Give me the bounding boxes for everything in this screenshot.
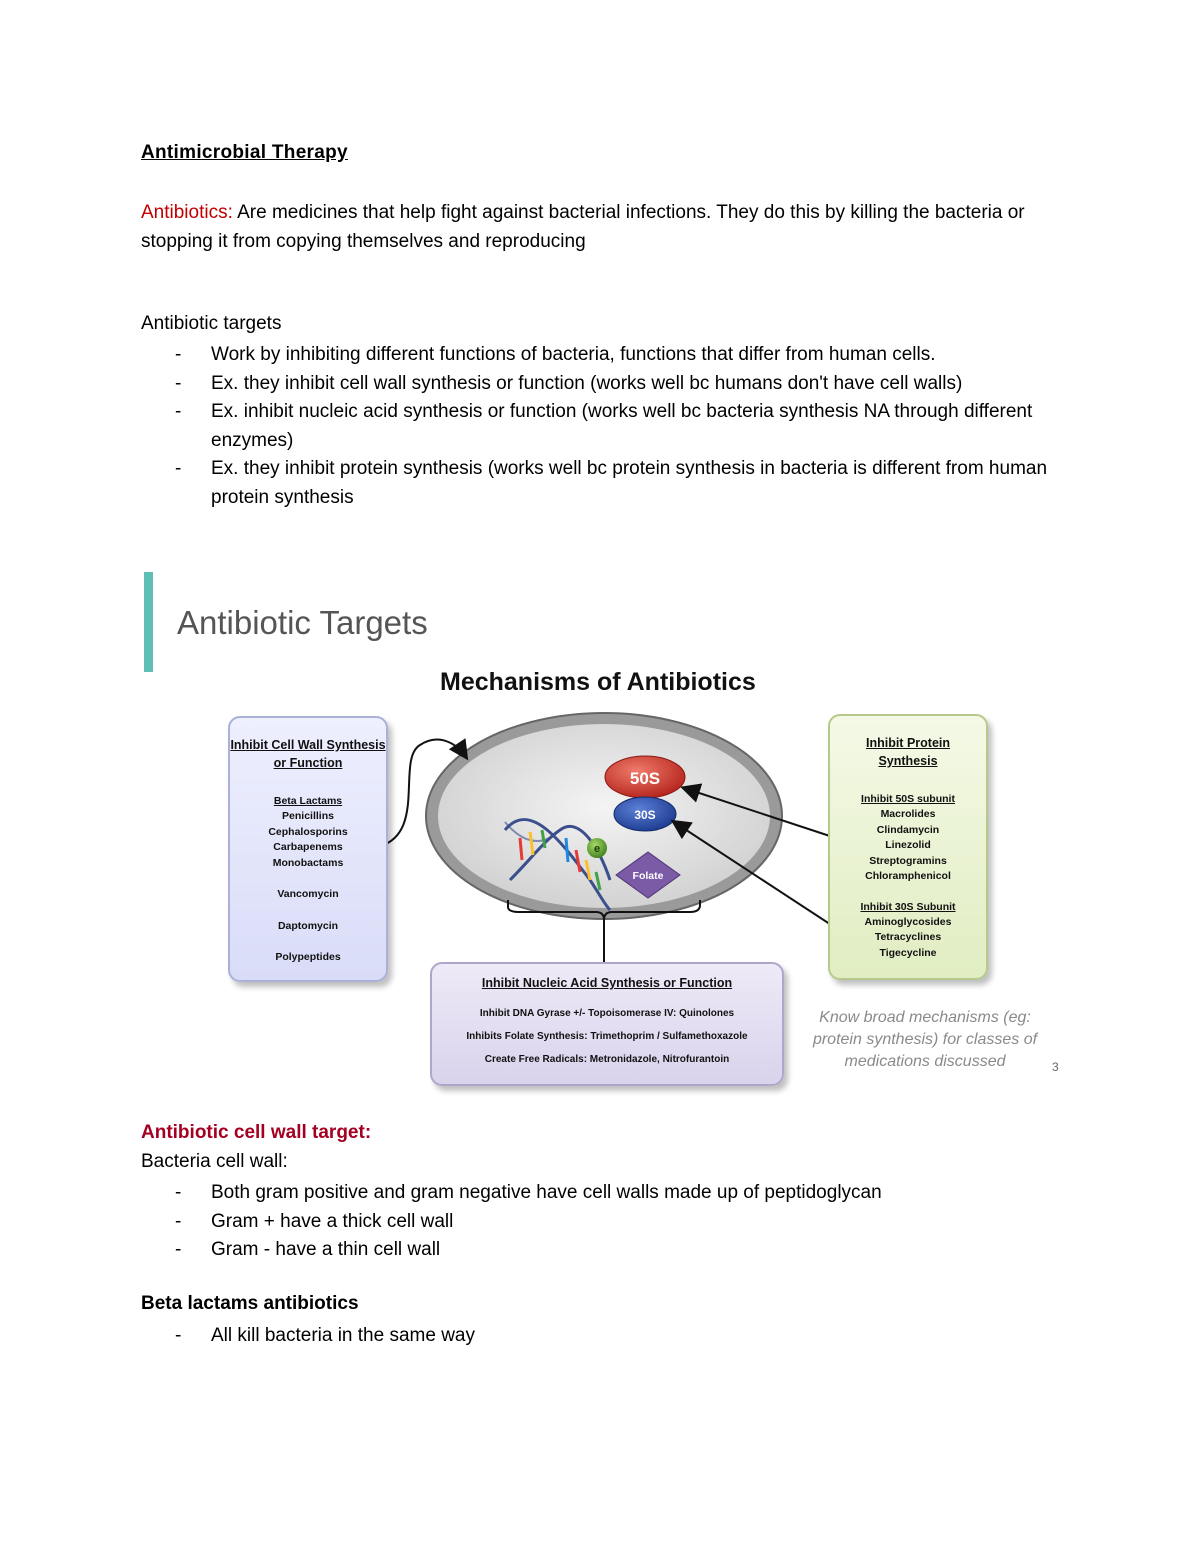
ribosome-30s-label: 30S: [634, 808, 656, 822]
electron-label: e: [593, 843, 601, 855]
list-item: - Gram - have a thin cell wall: [141, 1236, 1051, 1265]
inhibit-30s-label: Inhibit 30S Subunit: [860, 900, 956, 913]
drug-item: Chloramphenicol: [865, 870, 951, 882]
cell-wall-section-heading: Antibiotic cell wall target:: [141, 1122, 372, 1143]
list-item: - Work by inhibiting different functions of bacteria, functions that differ from human cells.: [141, 341, 1051, 370]
slide-page-number: 3: [1052, 1060, 1059, 1074]
drug-item: Streptogramins: [869, 854, 947, 867]
nucleic-box-heading: Inhibit Nucleic Acid Synthesis or Function: [481, 976, 733, 990]
drug-item: Vancomycin: [277, 888, 339, 900]
drug-item: Polypeptides: [275, 951, 341, 963]
drug-item: Tigecycline: [879, 946, 937, 959]
drug-item: Tetracyclines: [874, 931, 942, 943]
cell-wall-box: [228, 716, 388, 982]
targets-heading: Antibiotic targets: [141, 313, 282, 334]
folate-label: Folate: [632, 870, 664, 882]
beta-lactams-list: [141, 1322, 1051, 1351]
cell-wall-list: [141, 1179, 1051, 1265]
antibiotics-term: Antibiotics:: [141, 202, 233, 223]
ribosome-50s-label: 50S: [629, 769, 661, 788]
drug-item: Clindamycin: [876, 823, 940, 836]
list-item: - Both gram positive and gram negative have cell walls made up of peptidoglycan: [141, 1179, 1051, 1208]
protein-synthesis-box: [828, 714, 988, 980]
protein-box-heading: Inhibit Protein Synthesis: [865, 736, 951, 768]
list-item: - Ex. they inhibit protein synthesis (works well bc protein synthesis in bacteria is different from human protein synthesis: [141, 455, 1051, 512]
drug-item: Aminoglycosides: [864, 915, 952, 928]
slide-title: Antibiotic Targets: [177, 604, 428, 641]
drug-item: Carbapenems: [273, 841, 343, 853]
beta-lactams-label: Beta Lactams: [273, 795, 343, 807]
document-title: Antimicrobial Therapy: [141, 142, 348, 163]
mechanism-item: Create Free Radicals: Metronidazole, Nitrofurantoin: [484, 1054, 730, 1065]
list-item: - Ex. they inhibit cell wall synthesis or function (works well bc humans don't have cell walls): [141, 370, 1051, 399]
list-item: - All kill bacteria in the same way: [141, 1322, 1051, 1351]
mechanism-item: Inhibit DNA Gyrase +/- Topoisomerase IV: Quinolones: [479, 1008, 735, 1019]
drug-item: Monobactams: [272, 856, 344, 869]
inhibit-50s-label: Inhibit 50S subunit: [861, 793, 955, 805]
list-item: - Ex. inhibit nucleic acid synthesis or function (works well bc bacteria synthesis NA through different enzymes): [141, 398, 1051, 455]
cell-wall-box-heading: Inhibit Cell Wall Synthesis or Function: [230, 738, 386, 770]
study-note: Know broad mechanisms (eg: protein synthesis) for classes of medications discussed: [812, 1009, 1038, 1070]
nucleic-acid-box: [430, 962, 784, 1086]
drug-item: Macrolides: [880, 808, 936, 820]
drug-item: Daptomycin: [277, 919, 339, 932]
bacterium-cytoplasm: [438, 724, 770, 908]
drug-item: Cephalosporins: [268, 825, 348, 838]
antibiotics-definition-text: Are medicines that help fight against bacterial infections. They do this by killing the bacteria or stopping it from copying themselves and reproducing: [141, 202, 1025, 252]
mechanism-item: Inhibits Folate Synthesis: Trimethoprim / Sulfamethoxazole: [466, 1031, 748, 1042]
drug-item: Penicillins: [282, 810, 334, 822]
drug-item: Linezolid: [885, 839, 931, 851]
list-item: - Gram + have a thick cell wall: [141, 1208, 1051, 1237]
diagram-title: Mechanisms of Antibiotics: [440, 668, 756, 696]
cell-wall-subheading: Bacteria cell wall:: [141, 1151, 288, 1172]
beta-lactams-heading: Beta lactams antibiotics: [141, 1293, 359, 1314]
